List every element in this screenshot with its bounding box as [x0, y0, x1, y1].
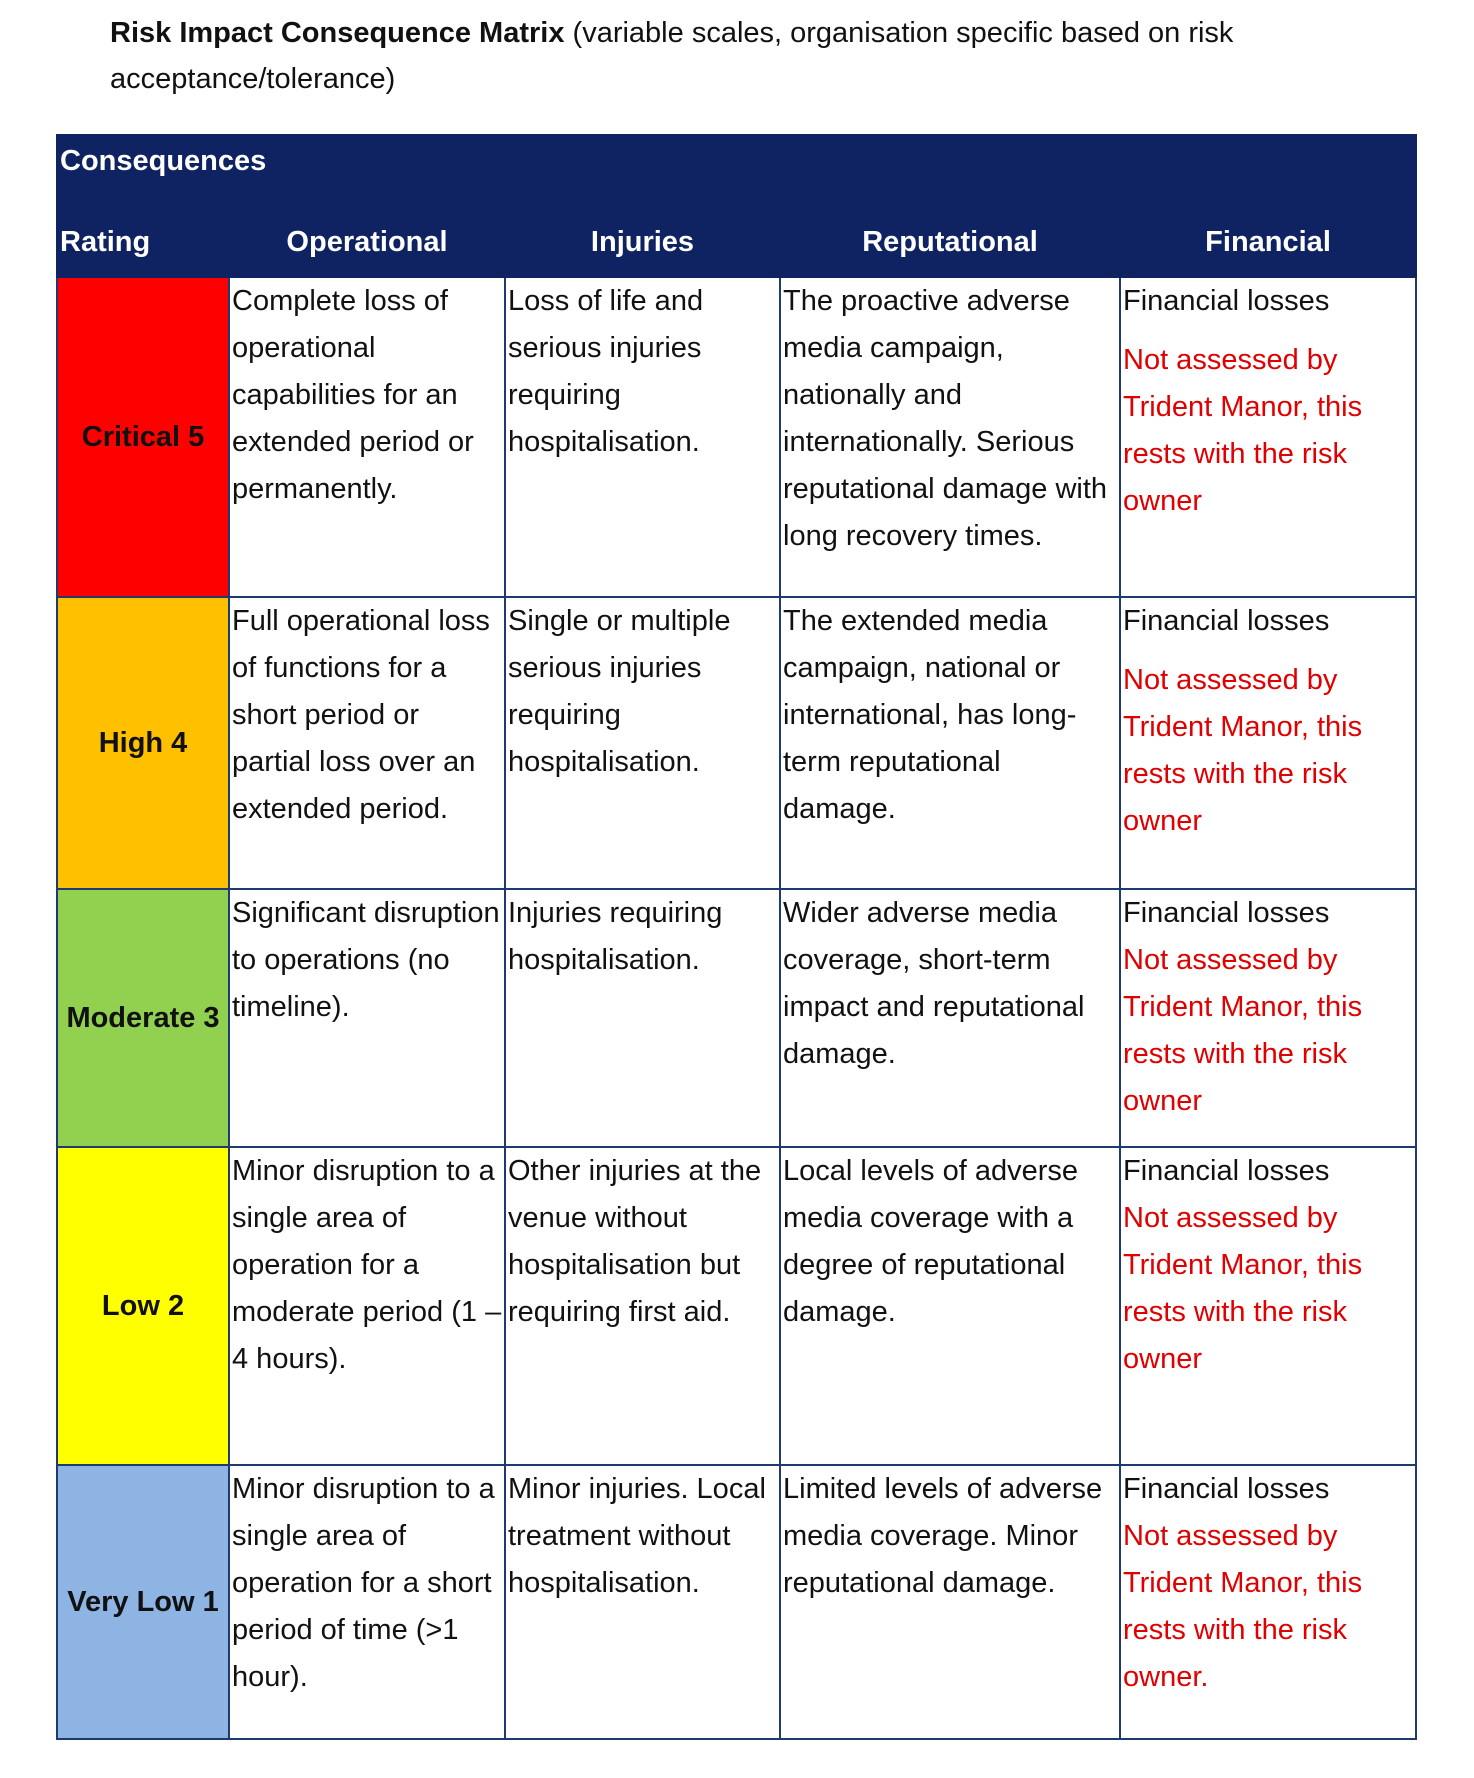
injuries-text: Other injuries at the venue without hospitalisation but requiring first aid.: [508, 1155, 762, 1328]
rating-cell: Low 2: [57, 1147, 229, 1465]
financial-note: Not assessed by Trident Manor, this rests with the risk owner.: [1123, 1520, 1363, 1693]
financial-cell: [1120, 597, 1416, 889]
injuries-cell: [505, 597, 780, 889]
header-columns-row: [57, 207, 1416, 277]
reputational-cell: [780, 597, 1120, 889]
reputational-text: Local levels of adverse media coverage with a degree of reputational damage.: [783, 1155, 1078, 1328]
title-subtitle: (variable scales, organisation specific based on risk acceptance/tolerance): [110, 17, 1234, 95]
reputational-text: The proactive adverse media campaign, nationally and internationally. Serious reputational damage with long recovery times.: [783, 285, 1108, 552]
injuries-text: Single or multiple serious injuries requiring hospitalisation.: [508, 605, 731, 778]
column-header-rating: Rating: [57, 207, 229, 277]
column-header-injuries: Injuries: [505, 207, 780, 277]
document-title: [110, 10, 1330, 102]
financial-cell: [1120, 1465, 1416, 1739]
financial-note: Not assessed by Trident Manor, this rests with the risk owner: [1123, 944, 1363, 1117]
operational-cell: [229, 1147, 505, 1465]
rating-cell: Moderate 3: [57, 889, 229, 1147]
rating-cell: Very Low 1: [57, 1465, 229, 1739]
column-header-financial: Financial: [1120, 207, 1416, 277]
table-row: [57, 1465, 1416, 1739]
reputational-cell: [780, 1465, 1120, 1739]
financial-note: Not assessed by Trident Manor, this rests with the risk owner: [1123, 664, 1363, 837]
reputational-cell: [780, 1147, 1120, 1465]
financial-text: Financial losses: [1123, 1473, 1330, 1505]
financial-note: Not assessed by Trident Manor, this rests with the risk owner: [1123, 344, 1363, 517]
injuries-cell: [505, 1465, 780, 1739]
reputational-cell: [780, 277, 1120, 597]
operational-cell: [229, 277, 505, 597]
financial-cell: [1120, 277, 1416, 597]
column-header-operational: Operational: [229, 207, 505, 277]
column-header-reputational: Reputational: [780, 207, 1120, 277]
operational-text: Significant disruption to operations (no timeline).: [232, 897, 500, 1023]
operational-text: Complete loss of operational capabilities for an extended period or permanently.: [232, 285, 474, 505]
operational-text: Minor disruption to a single area of operation for a moderate period (1 – 4 hours).: [232, 1155, 502, 1375]
table-row: [57, 277, 1416, 597]
reputational-text: Wider adverse media coverage, short-term impact and reputational damage.: [783, 897, 1085, 1070]
operational-text: Minor disruption to a single area of operation for a short period of time (>1 hour).: [232, 1473, 495, 1693]
financial-text: Financial losses: [1123, 1155, 1330, 1187]
operational-cell: [229, 597, 505, 889]
rating-cell: High 4: [57, 597, 229, 889]
injuries-cell: [505, 889, 780, 1147]
risk-matrix-table: [56, 134, 1417, 1740]
consequences-header: Consequences: [57, 135, 1416, 207]
operational-cell: [229, 889, 505, 1147]
header-top-row: [57, 135, 1416, 207]
financial-text: Financial losses: [1123, 897, 1330, 929]
financial-text: Financial losses: [1123, 605, 1330, 637]
table-row: [57, 597, 1416, 889]
financial-note: Not assessed by Trident Manor, this rests with the risk owner: [1123, 1202, 1363, 1375]
financial-text: Financial losses: [1123, 285, 1330, 317]
operational-text: Full operational loss of functions for a short period or partial loss over an extended period.: [232, 605, 490, 825]
injuries-cell: [505, 1147, 780, 1465]
table-row: [57, 889, 1416, 1147]
reputational-text: Limited levels of adverse media coverage. Minor reputational damage.: [783, 1473, 1103, 1599]
financial-cell: [1120, 889, 1416, 1147]
injuries-text: Minor injuries. Local treatment without hospitalisation.: [508, 1473, 766, 1599]
title-bold: Risk Impact Consequence Matrix: [110, 17, 565, 49]
operational-cell: [229, 1465, 505, 1739]
financial-cell: [1120, 1147, 1416, 1465]
reputational-text: The extended media campaign, national or international, has long-term reputational damage.: [783, 605, 1077, 825]
injuries-cell: [505, 277, 780, 597]
injuries-text: Loss of life and serious injuries requiring hospitalisation.: [508, 285, 704, 458]
reputational-cell: [780, 889, 1120, 1147]
table-row: [57, 1147, 1416, 1465]
rating-cell: Critical 5: [57, 277, 229, 597]
injuries-text: Injuries requiring hospitalisation.: [508, 897, 723, 976]
